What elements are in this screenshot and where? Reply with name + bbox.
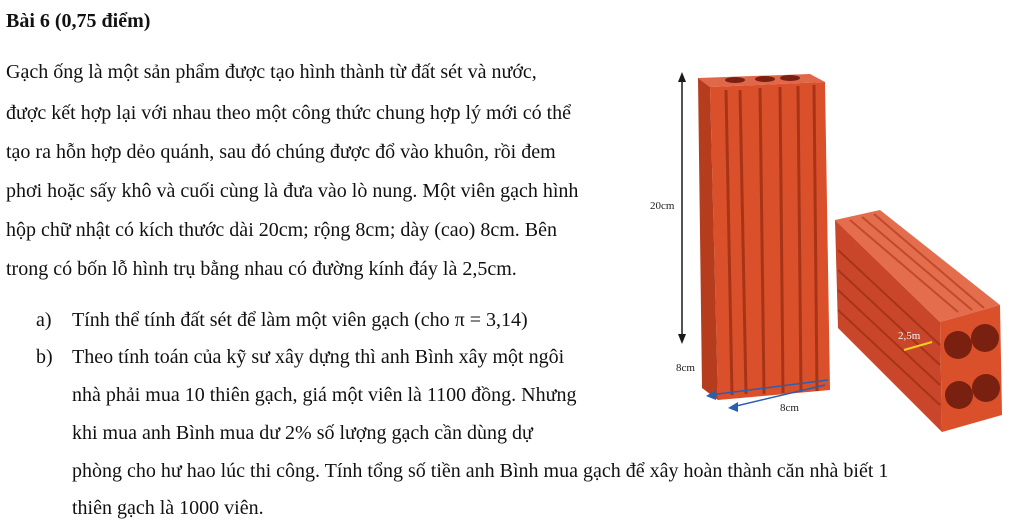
intro-line: Gạch ống là một sản phẩm được tạo hình thành từ đất sét và nước, <box>6 61 537 83</box>
question-b-line: thiên gạch là 1000 viên. <box>72 497 264 519</box>
intro-line: trong có bốn lỗ hình trụ bằng nhau có đường kính đáy là 2,5cm. <box>6 258 517 280</box>
small-brick-hole <box>972 374 1000 402</box>
height-label: 8cm <box>676 362 695 374</box>
intro-line: tạo ra hỗn hợp dẻo quánh, sau đó chúng được đổ vào khuôn, rồi đem <box>6 141 556 163</box>
question-b-line: khi mua anh Bình mua dư 2% số lượng gạch cần dùng dự <box>72 422 533 444</box>
question-b-line: Theo tính toán của kỹ sư xây dựng thì anh Bình xây một ngôi <box>72 346 565 368</box>
tall-brick-hole <box>725 77 745 83</box>
tall-brick-hole <box>755 76 775 82</box>
brick-figure <box>640 60 1020 440</box>
problem-heading: Bài 6 (0,75 điểm) <box>6 10 151 32</box>
intro-line: được kết hợp lại với nhau theo một công thức chung hợp lý mới có thể <box>6 102 572 124</box>
width-label: 8cm <box>780 402 799 414</box>
intro-line: hộp chữ nhật có kích thước dài 20cm; rộng 8cm; dày (cao) 8cm. Bên <box>6 219 557 241</box>
intro-line: phơi hoặc sấy khô và cuối cùng là đưa vào lò nung. Một viên gạch hình <box>6 180 579 202</box>
small-brick-hole <box>944 331 972 359</box>
question-a-label: a) <box>36 309 52 331</box>
length-label: 20cm <box>650 200 675 212</box>
question-b-line: phòng cho hư hao lúc thi công. Tính tổng số tiền anh Bình mua gạch để xây hoàn thành căn nhà biết 1 <box>72 460 889 482</box>
question-b-label: b) <box>36 346 53 368</box>
diameter-label: 2,5m <box>898 330 921 342</box>
small-brick-hole <box>971 324 999 352</box>
small-brick-hole <box>945 381 973 409</box>
small-brick-front <box>940 305 1002 432</box>
question-a-text: Tính thể tính đất sét để làm một viên gạch (cho π = 3,14) <box>72 309 528 331</box>
tall-brick-hole <box>780 75 800 81</box>
length-arrow <box>678 72 686 344</box>
question-b-line: nhà phải mua 10 thiên gạch, giá một viên là 1100 đồng. Nhưng <box>72 384 577 406</box>
brick-illustration <box>640 60 1020 440</box>
